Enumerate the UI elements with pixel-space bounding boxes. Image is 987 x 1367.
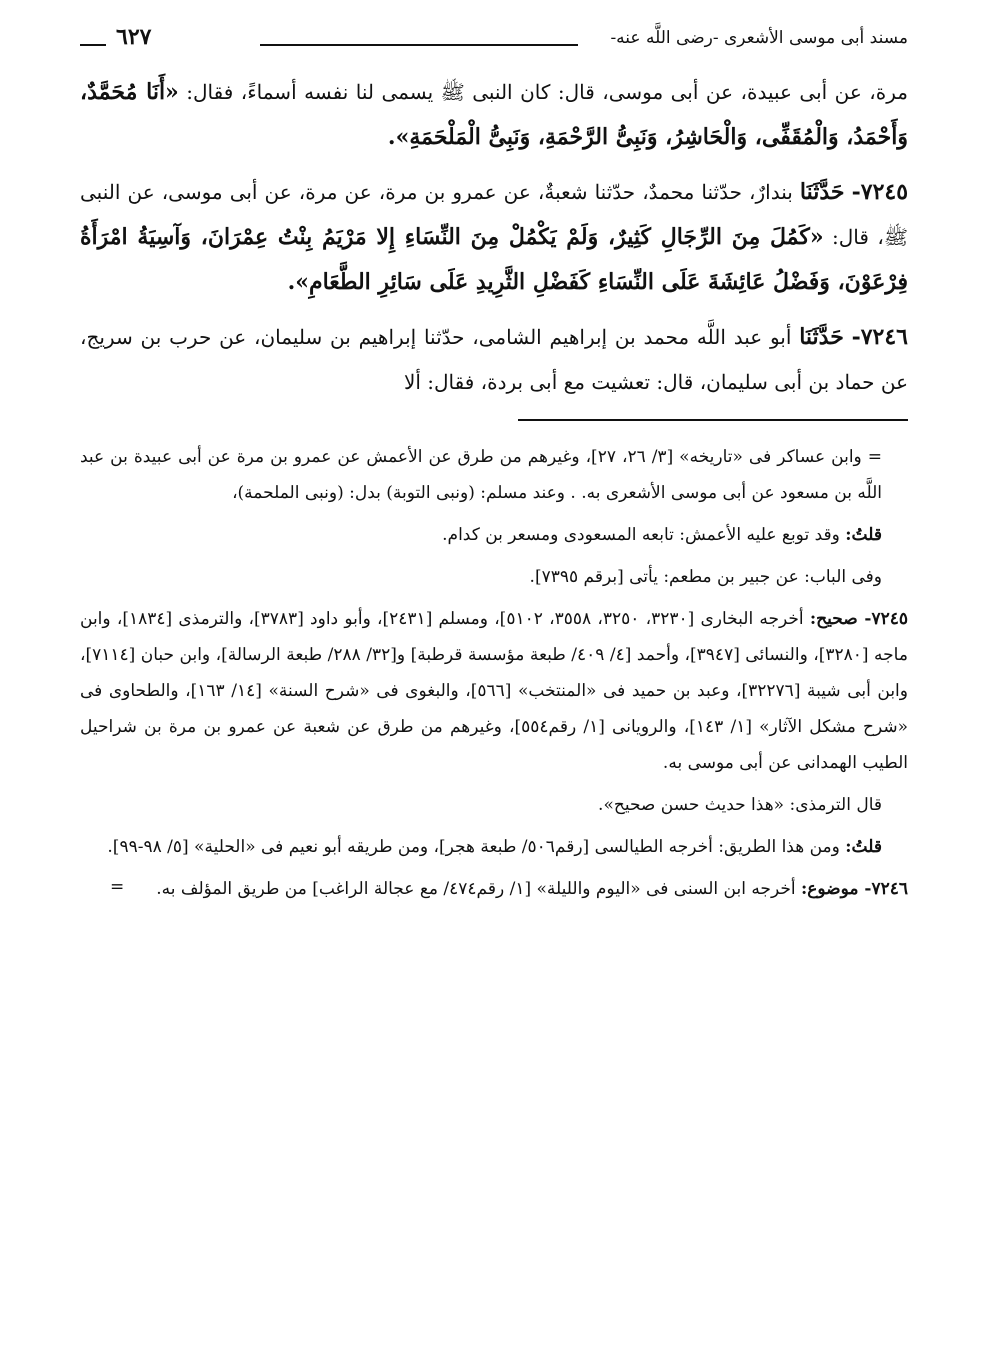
hadith-text: مرة، عن أبى عبيدة، عن أبى موسى، قال: كان النبى ﷺ يسمى لنا نفسه أسماءً، فقال: <box>186 80 908 104</box>
footnote-qultu <box>80 829 908 865</box>
qultu-label: قلتُ: <box>845 525 882 545</box>
hadith-7244-continuation <box>80 70 908 160</box>
hadith-number: ٧٢٤٥- <box>851 179 909 205</box>
footnote-7245 <box>80 601 908 781</box>
footnote-continued: = وابن عساكر فى «تاريخه» [٣/ ٢٦، ٢٧]، وغيرهم من طرق عن الأعمش عن عمرو بن مرة عن أبى عبيدة بن عبد اللَّه بن مسعود عن أبى موسى الأشعرى به. . وعند مسلم: (ونبى التوبة) بدل: (ونبى الملحمة)، <box>80 447 882 503</box>
footnote-tirmidhi: قال الترمذى: «هذا حديث حسن صحيح». <box>598 795 882 815</box>
footnote-qultu <box>80 517 908 553</box>
book-page <box>80 22 908 897</box>
hadith-7245 <box>80 170 908 305</box>
qultu-text: ومن هذا الطريق: أخرجه الطيالسى [رقم٥٠٦/ طبعة هجر]، ومن طريقه أبو نعيم فى «الحلية» [٥/ ٩٨-٩٩]. <box>107 837 840 857</box>
qultu-label: قلتُ: <box>845 837 882 857</box>
haddathana: حَدَّثَنَا <box>799 324 844 350</box>
continuation-mark: = <box>110 877 125 897</box>
page-header <box>80 22 908 62</box>
footnote-fil-bab: وفى الباب: عن جبير بن مطعم: يأتى [برقم ٧٣٩٥]. <box>529 567 882 587</box>
qultu-text: وقد توبع عليه الأعمش: تابعه المسعودى ومسعر بن كدام. <box>442 525 840 545</box>
haddathana: حَدَّثَنَا <box>799 179 845 205</box>
hadith-7246 <box>80 315 908 405</box>
hadith-matn: «كَمُلَ مِنَ الرِّجَالِ كَثِيرٌ، وَلَمْ يَكْمُلْ مِنَ النِّسَاءِ إِلا مَرْيَمُ بِنْتُ عِمْرَانَ، وَآسِيَةُ امْرَأَةُ فِرْعَوْنَ، وَفَضْلُ عَائِشَةَ عَلَى النِّسَاءِ كَفَضْلِ الثَّرِيدِ عَلَى سَائِرِ الطَّعَامِ». <box>80 224 908 295</box>
header-rule <box>260 44 578 46</box>
header-dash <box>80 44 106 46</box>
hadith-text: أبو عبد اللَّه محمد بن إبراهيم الشامى، حدّثنا إبراهيم بن سليمان، عن حرب بن سريج، عن حماد بن أبى سليمان، قال: تعشيت مع أبى بردة، فقال: ألا <box>80 325 908 394</box>
main-text <box>80 70 908 405</box>
hadith-number: ٧٢٤٦- <box>851 324 908 350</box>
footnote-7246 <box>80 871 908 907</box>
hadith-matn: «أَنَا مُحَمَّدٌ، وَأَحْمَدُ، وَالْمُقَفِّى، وَالْحَاشِرُ، وَنَبِىُّ الرَّحْمَةِ، وَنَبِىُّ الْمَلْحَمَةِ». <box>80 79 908 150</box>
footnote-label: ٧٢٤٥- صحيح: <box>809 609 908 629</box>
footnote-separator <box>518 419 908 421</box>
footnote-label: ٧٢٤٦- موضوع: <box>800 879 908 899</box>
hadith-isnad: بندارٌ، حدّثنا محمدٌ، حدّثنا شعبةٌ، عن عمرو بن مرة، عن مرة، عن أبى موسى، عن النبى ﷺ، قال: <box>80 180 908 249</box>
page-number: ٦٢٧ <box>116 24 152 50</box>
footnote-text: أخرجه البخارى [٣٢٣٠، ٣٢٥٠، ٣٥٥٨، ٥١٠٢]، ومسلم [٢٤٣١]، وأبو داود [٣٧٨٣]، والترمذى [١٨٣٤]، وابن ماجه [٣٢٨٠]، والنسائى [٣٩٤٧]، وأحمد [٤/ ٤٠٩/ طبعة مؤسسة قرطبة] و[٣٢/ ٢٨٨/ طبعة الرسالة]، وابن حبان [٧١١٤]، وابن أبى شيبة [٣٢٢٧٦]، وعبد بن حميد فى «المنتخب» [٥٦٦]، والبغوى فى «شرح السنة» [١٤/ ١٦٣]، والطحاوى فى «شرح مشكل الآثار» [١/ ١٤٣]، والرويانى [١/ رقم٥٥٤]، وغيرهم من طرق عن شعبة عن عمرو بن مرة بن شراحيل الطيب الهمدانى عن أبى موسى به. <box>80 609 908 773</box>
running-title: مسند أبى موسى الأشعرى -رضى اللَّه عنه- <box>610 28 908 48</box>
footnote-text: أخرجه ابن السنى فى «اليوم والليلة» [١/ رقم٤٧٤/ مع عجالة الراغب] من طريق المؤلف به. <box>156 879 796 899</box>
footnotes <box>80 439 908 897</box>
